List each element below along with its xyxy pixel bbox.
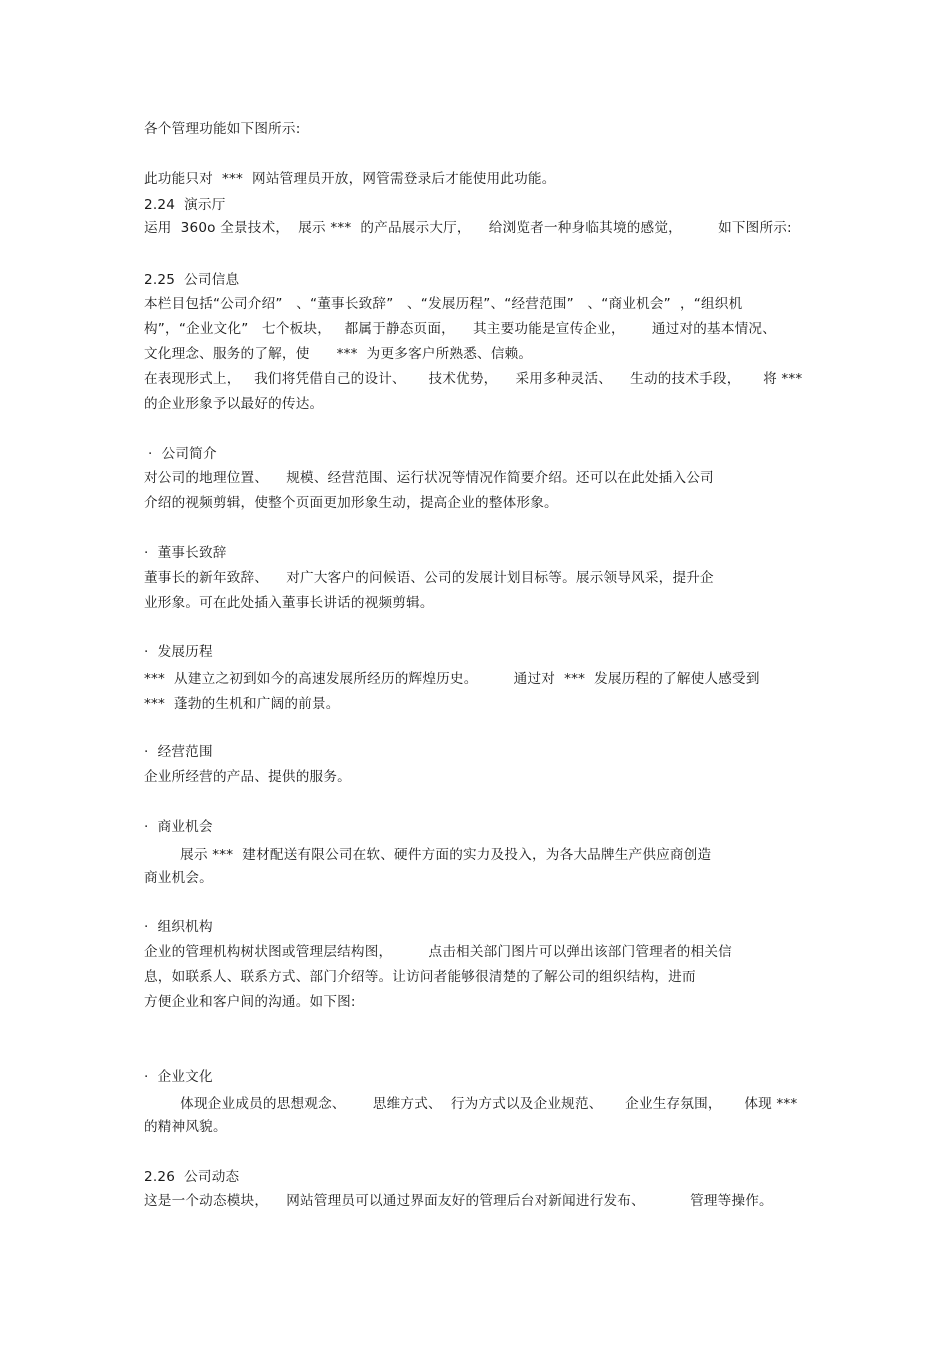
module-history-line1: *** 从建立之初到如今的高速发展所经历的辉煌历史。 通过对 *** 发展历程的了解使人感受到 xyxy=(144,671,760,687)
module-organization-line3: 方便企业和客户间的沟通。如下图: xyxy=(144,994,356,1010)
admin-note-line: 此功能只对 *** 网站管理员开放，网管需登录后才能使用此功能。 xyxy=(144,171,556,187)
module-culture-line1: 体现企业成员的思想观念、 思维方式、 行为方式以及企业规范、 企业生存氛围， 体现 *** xyxy=(144,1096,798,1112)
module-culture-line2: 的精神风貌。 xyxy=(144,1119,227,1135)
module-scope-title: · 经营范围 xyxy=(144,744,213,760)
module-organization-line1: 企业的管理机构树状图或管理层结构图， 点击相关部门图片可以弹出该部门管理者的相关信 xyxy=(144,944,732,960)
module-company-intro-line2: 介绍的视频剪辑，使整个页面更加形象生动，提高企业的整体形象。 xyxy=(144,495,558,511)
intro-line: 各个管理功能如下图所示: xyxy=(144,121,301,137)
module-organization-title: · 组织机构 xyxy=(144,919,213,935)
module-chairman-line1: 董事长的新年致辞、 对广大客户的问候语、公司的发展计划目标等。展示领导风采，提升企 xyxy=(144,570,714,586)
section-2-24-heading: 2.24 演示厅 xyxy=(144,197,226,213)
module-scope-line1: 企业所经营的产品、提供的服务。 xyxy=(144,769,351,785)
module-history-line2: *** 蓬勃的生机和广阔的前景。 xyxy=(144,696,340,712)
module-company-intro-title: · 公司简介 xyxy=(148,446,217,462)
module-history-title: · 发展历程 xyxy=(144,644,213,660)
section-2-25-para1-line1: 本栏目包括“公司介绍” 、“董事长致辞” 、“发展历程”、“经营范围” 、“商业机会” ，“组织机 xyxy=(144,296,743,312)
module-organization-line2: 息，如联系人、联系方式、部门介绍等。让访问者能够很清楚的了解公司的组织结构，进而 xyxy=(144,969,696,985)
module-chairman-line2: 业形象。可在此处插入董事长讲话的视频剪辑。 xyxy=(144,595,434,611)
module-opportunity-title: · 商业机会 xyxy=(144,819,213,835)
section-2-25-para2-line1: 在表现形式上， 我们将凭借自己的设计、 技术优势， 采用多种灵活、 生动的技术手段， 将 *** xyxy=(144,371,803,387)
module-opportunity-line1: 展示 *** 建材配送有限公司在软、硬件方面的实力及投入，为各大品牌生产供应商创造 xyxy=(144,847,712,863)
section-2-25-para2-line2: 的企业形象予以最好的传达。 xyxy=(144,396,324,412)
module-chairman-title: · 董事长致辞 xyxy=(144,545,227,561)
section-2-25-para1-line2: 构”，“企业文化” 七个板块， 都属于静态页面， 其主要功能是宣传企业， 通过对的基本情况、 xyxy=(144,321,777,337)
module-opportunity-line2: 商业机会。 xyxy=(144,870,213,886)
section-2-26-heading: 2.26 公司动态 xyxy=(144,1169,240,1185)
module-culture-title: · 企业文化 xyxy=(144,1069,213,1085)
section-2-25-heading: 2.25 公司信息 xyxy=(144,272,240,288)
section-2-25-para1-line3: 文化理念、服务的了解，使 *** 为更多客户所熟悉、信赖。 xyxy=(144,346,533,362)
module-company-intro-line1: 对公司的地理位置、 规模、经营范围、运行状况等情况作简要介绍。还可以在此处插入公司 xyxy=(144,470,714,486)
section-2-24-line: 运用 360o 全景技术， 展示 *** 的产品展示大厅， 给浏览者一种身临其境的感觉， 如下图所示: xyxy=(144,220,792,236)
section-2-26-line: 这是一个动态模块， 网站管理员可以通过界面友好的管理后台对新闻进行发布、 管理等操作。 xyxy=(144,1193,773,1209)
